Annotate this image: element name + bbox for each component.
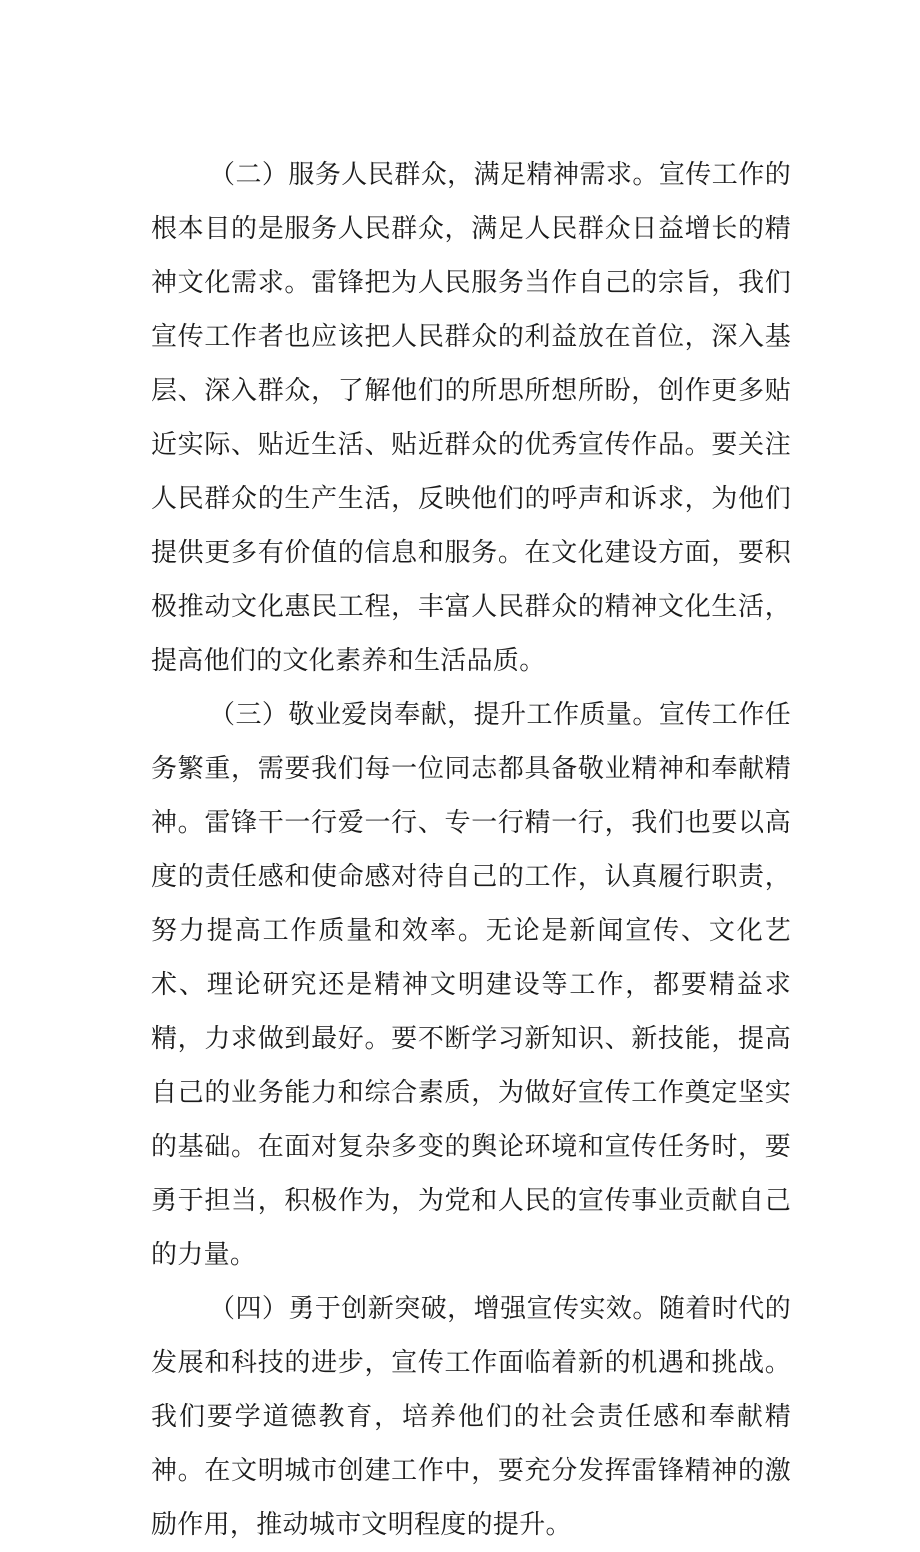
document-body bbox=[151, 148, 791, 1552]
paragraph-serve-people: （二）服务人民群众，满足精神需求。宣传工作的根本目的是服务人民群众，满足人民群众日益增长的精神文化需求。雷锋把为人民服务当作自己的宗旨，我们宣传工作者也应该把人民群众的利益放在首位，深入基层、深入群众，了解他们的所思所想所盼，创作更多贴近实际、贴近生活、贴近群众的优秀宣传作品。要关注人民群众的生产生活，反映他们的呼声和诉求，为他们提供更多有价值的信息和服务。在文化建设方面，要积极推动文化惠民工程，丰富人民群众的精神文化生活，提高他们的文化素养和生活品质。 bbox=[151, 160, 791, 676]
paragraph-innovation: （四）勇于创新突破，增强宣传实效。随着时代的发展和科技的进步，宣传工作面临着新的机遇和挑战。我们要学道德教育，培养他们的社会责任感和奉献精神。在文明城市创建工作中，要充分发挥雷锋精神的激励作用，推动城市文明程度的提升。 bbox=[151, 1294, 791, 1540]
paragraph-dedication: （三）敬业爱岗奉献，提升工作质量。宣传工作任务繁重，需要我们每一位同志都具备敬业精神和奉献精神。雷锋干一行爱一行、专一行精一行，我们也要以高度的责任感和使命感对待自己的工作，认真履行职责，努力提高工作质量和效率。无论是新闻宣传、文化艺术、理论研究还是精神文明建设等工作，都要精益求精，力求做到最好。要不断学习新知识、新技能，提高自己的业务能力和综合素质，为做好宣传工作奠定坚实的基础。在面对复杂多变的舆论环境和宣传任务时，要勇于担当，积极作为，为党和人民的宣传事业贡献自己的力量。 bbox=[151, 700, 791, 1270]
